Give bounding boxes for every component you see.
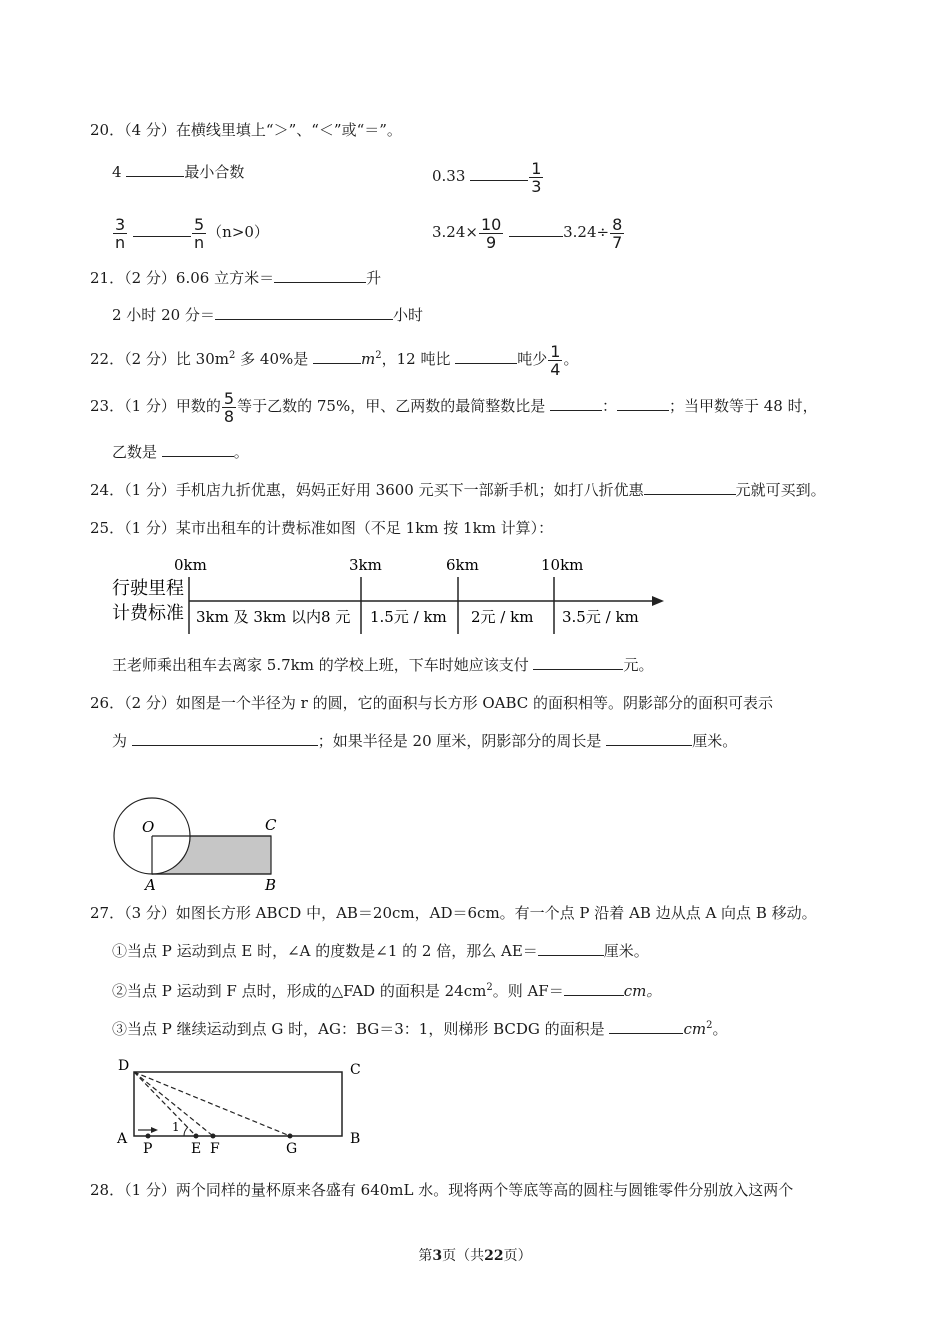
q21-line2: 2 小时 20 分＝ 小时 bbox=[112, 306, 423, 324]
fraction-one-quarter: $\frac{1}{4}$ bbox=[550, 341, 561, 379]
q23-line2: 乙数是 。 bbox=[112, 443, 249, 461]
fraction-5-over-8: $\frac{5}{8}$ bbox=[223, 388, 235, 426]
q21-line1: 21．（2 分）6.06 立方米＝ 升 bbox=[90, 269, 382, 287]
tick-label-6km: 6km bbox=[446, 556, 479, 574]
label-a-27: A bbox=[117, 1131, 128, 1147]
label-e: E bbox=[191, 1141, 202, 1157]
fraction-10-over-9: $\frac{10}{9}$ bbox=[480, 214, 502, 252]
q25-blank[interactable] bbox=[533, 655, 623, 670]
label-o: O bbox=[142, 818, 155, 836]
q27-blank-1[interactable] bbox=[538, 941, 604, 956]
tick-label-0km: 0km bbox=[174, 556, 207, 574]
page-footer: 第3页（共22页） bbox=[418, 1248, 532, 1264]
label-d: D bbox=[118, 1058, 130, 1074]
q20-d-left: 3.24× bbox=[432, 223, 478, 241]
label-b-27: B bbox=[350, 1131, 361, 1147]
label-p: P bbox=[143, 1141, 153, 1157]
label-a: A bbox=[145, 876, 156, 894]
segment-fare-2: 1.5元 / km bbox=[370, 608, 447, 626]
row-label-fare: 计费标准 bbox=[112, 603, 184, 624]
segment-de bbox=[134, 1072, 196, 1136]
label-g: G bbox=[286, 1141, 298, 1157]
point-p bbox=[146, 1134, 151, 1139]
point-f bbox=[211, 1134, 216, 1139]
q26-line1: 26．（2 分）如图是一个半径为 r 的圆，它的面积与长方形 OABC 的面积相等。阴影部分的面积可表示 bbox=[90, 694, 774, 712]
segment-dg bbox=[134, 1072, 290, 1136]
q26-blank-1[interactable] bbox=[132, 731, 318, 746]
label-c: C bbox=[265, 816, 277, 834]
q26-line2: 为 ；如果半径是 20 厘米，阴影部分的周长是 厘米。 bbox=[112, 732, 738, 750]
segment-fare-3: 2元 / km bbox=[471, 608, 534, 626]
fraction-3-over-n: $\frac{3}{n}$ bbox=[115, 214, 126, 252]
q27-heading: 27．（3 分）如图长方形 ABCD 中，AB＝20cm，AD＝6cm。有一个点 P 沿着 AB 边从点 A 向点 B 移动。 bbox=[90, 904, 817, 922]
q20-b-left: 0.33 bbox=[432, 167, 466, 185]
q25-heading: 25．（1 分）某市出租车的计费标准如图（不足 1km 按 1km 计算）： bbox=[90, 519, 554, 537]
angle-1-arc bbox=[184, 1127, 188, 1136]
axis-arrow-icon bbox=[652, 596, 664, 606]
point-g bbox=[288, 1134, 293, 1139]
fraction-5-over-n: $\frac{5}{n}$ bbox=[193, 214, 205, 252]
label-angle-1: 1 bbox=[172, 1120, 180, 1134]
segment-fare-4: 3.5元 / km bbox=[562, 608, 639, 626]
q23-line1: 23．（1 分）甲数的 $\frac{5}{8}$ 等于乙数的 75%，甲、乙两数的最简整数比是 ： ；当甲数等于 48 时， bbox=[90, 388, 818, 426]
q20-heading: 20．（4 分）在横线里填上“＞”、“＜”或“＝”。 bbox=[90, 121, 402, 139]
q20-a-left: 4 bbox=[112, 163, 122, 181]
q27-blank-2[interactable] bbox=[564, 981, 624, 996]
page-total: 22 bbox=[484, 1248, 504, 1264]
q27-blank-3[interactable] bbox=[609, 1019, 683, 1034]
q22-line: 22．（2 分）比 $30m^2$ 多 40%是 $m^2$，12 吨比 吨少 $\frac{1}{4}$ 。 bbox=[90, 341, 579, 379]
direction-arrow-icon bbox=[151, 1127, 158, 1133]
row-label-mileage: 行驶里程 bbox=[112, 578, 184, 599]
q28-line: 28．（1 分）两个同样的量杯原来各盛有 640mL 水。现将两个等底等高的圆柱与圆锥零件分别放入这两个 bbox=[90, 1181, 794, 1199]
fraction-one-third: $\frac{1}{3}$ bbox=[531, 158, 542, 196]
segment-fare-base: 3km 及 3km 以内8 元 bbox=[196, 608, 351, 626]
page-number: 3 bbox=[432, 1248, 443, 1264]
q20-c-condition: （n>0） bbox=[207, 223, 269, 241]
tick-label-10km: 10km bbox=[541, 556, 584, 574]
q20-a-right: 最小合数 bbox=[184, 163, 245, 181]
fraction-8-over-7: $\frac{8}{7}$ bbox=[612, 214, 623, 252]
q27-sub1: ①当点 P 运动到点 E 时，∠A 的度数是∠1 的 2 倍，那么 AE＝ 厘米。 bbox=[112, 942, 649, 960]
q25-question: 王老师乘出租车去离家 5.7km 的学校上班，下车时她应该支付 元。 bbox=[112, 656, 654, 674]
tick-label-3km: 3km bbox=[349, 556, 382, 574]
label-f: F bbox=[210, 1141, 220, 1157]
q24-line: 24．（1 分）手机店九折优惠，妈妈正好用 3600 元买下一部新手机；如打八折优惠 元就可买到。 bbox=[90, 481, 826, 499]
label-b: B bbox=[265, 876, 277, 894]
q27-sub3: ③当点 P 继续运动到点 G 时，AG：BG＝3：1，则梯形 BCDG 的面积是 $cm^2$。 bbox=[112, 1020, 728, 1038]
point-e bbox=[194, 1134, 199, 1139]
q26-blank-2[interactable] bbox=[606, 731, 692, 746]
q27-sub2: ②当点 P 运动到 F 点时，形成的△FAD 的面积是 $24cm^2$。则 AF＝ cm。 bbox=[112, 982, 662, 1000]
label-c-27: C bbox=[350, 1062, 361, 1078]
q20-d-mid: 3.24÷ bbox=[563, 223, 610, 241]
